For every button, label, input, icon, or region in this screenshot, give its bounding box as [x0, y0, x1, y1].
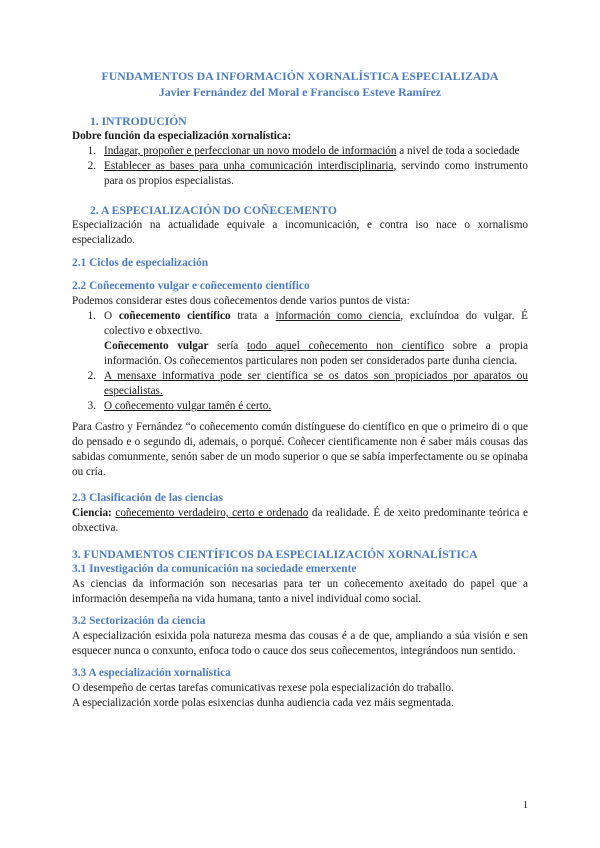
document-authors: Javier Fernández del Moral e Francisco Esteve Ramírez [158, 85, 442, 99]
section-2-3-heading: 2.3 Clasificación de las ciencias [72, 492, 223, 504]
section-3-3-text-a: O desempeño de certas tarefas comunicativas rexese pola especialización do traballo. [72, 682, 454, 694]
document-page [72, 68, 528, 711]
section-3-2-text: A especialización esixida pola natureza mesma das cousas é a de que, ampliando a súa visión e sen esquecer nunca o conxunto, enfoca todo o cauce dos seus coñecementos, integrándoos nun sentido. [72, 630, 528, 657]
section-3-1-text: As ciencias da información son necesarias para ter un coñecemento axeitado do papel que a información desempeña na vida humana, tanto a nivel individual como social. [72, 578, 528, 605]
list-item: 2. A mensaxe informativa pode ser científica se os datos son propiciados por aparatos ou especialistas. [87, 370, 528, 397]
section-3-1-heading: 3.1 Investigación da comunicación na sociedade emerxente [72, 563, 357, 575]
list-item: 2. Establecer as bases para unha comunicación interdisciplinaria, servindo como instrumento para os propios especialistas. [87, 160, 528, 187]
list-item: 3. O coñecemento vulgar tamén é certo. [87, 400, 272, 412]
section-2-3-definition: Ciencia: coñecemento verdadeiro, certo e ordenado da realidade. É de xeito predominante teórica e obxectiva. [72, 507, 529, 534]
section-3-3-heading: 3.3 A especialización xornalística [72, 667, 231, 679]
section-2-2-paragraph: Para Castro y Fernández “o coñecemento común distínguese do científico en que o primeiro di o que do pensado e o segundo di, ademais, o porqué. Coñecer cientificamente non é saber máis cousas das sabidas comunmente, senón saber de un modo superior o que se sabía imperfectamente ou se opinaba ou cría. [72, 421, 528, 478]
list-item: 1. Indagar, propoñer e perfeccionar un novo modelo de información a nivel de toda a sociedade [87, 145, 520, 157]
section-1-heading: 1. INTRODUCIÓN [90, 115, 187, 128]
section-2-text: Especialización na actualidade equivale a incomunicación, e contra iso nace o xornalismo especializado. [72, 219, 528, 246]
section-3-2-heading: 3.2 Sectorización da ciencia [72, 615, 206, 627]
section-2-2-intro: Podemos considerar estes dous coñecementos dende varios puntos de vista: [72, 295, 410, 307]
page-number: 1 [523, 800, 528, 811]
section-3-heading: 3. FUNDAMENTOS CIENTÍFICOS DA ESPECIALIZACIÓN XORNALÍSTICA [72, 548, 478, 561]
list-item-continuation: Coñecemento vulgar sería todo aquel coñecemento non científico sobre a propia información. Os coñecementos particulares non poden ser considerados parte dunha ciencia. [104, 340, 529, 367]
section-2-2-heading: 2.2 Coñecemento vulgar e coñecemento científico [72, 280, 310, 292]
document-title: FUNDAMENTOS DA INFORMACIÓN XORNALÍSTICA ESPECIALIZADA [101, 69, 499, 83]
section-2-heading: 2. A ESPECIALIZACIÓN DO COÑECEMENTO [90, 204, 337, 217]
section-3-3-text-b: A especialización xorde polas esixencias dunha audiencia cada vez máis segmentada. [72, 697, 454, 709]
list-item: 1. O coñecemento científico trata a información como ciencia, excluíndoa do vulgar. É colectivo e obxectivo. [87, 310, 528, 337]
section-1-subtitle: Dobre función da especialización xornalística: [72, 130, 292, 142]
section-2-1-heading: 2.1 Ciclos de especialización [72, 257, 209, 269]
